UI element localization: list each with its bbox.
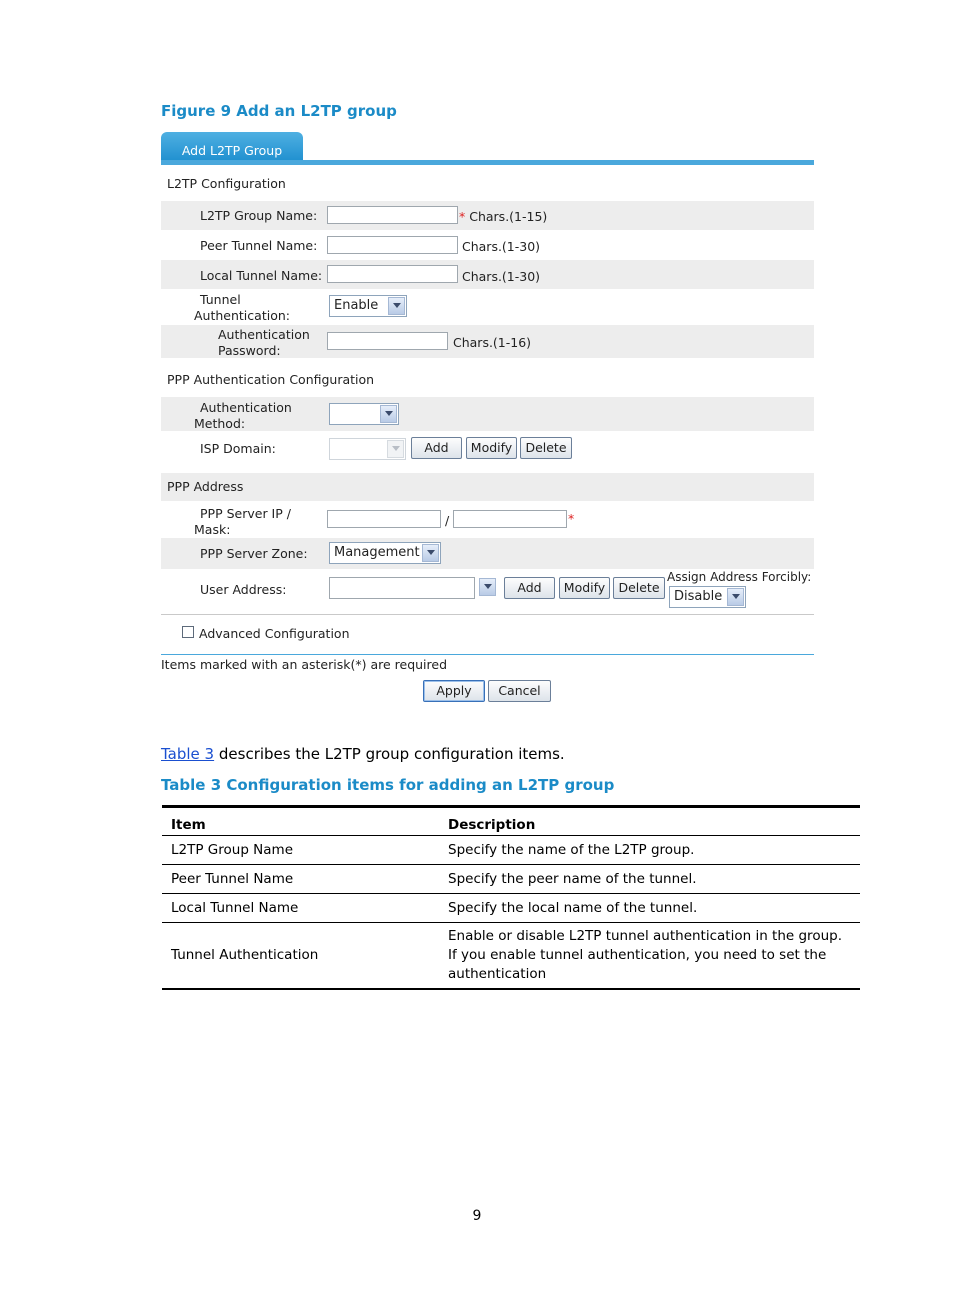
table-3-link[interactable]: Table 3	[161, 745, 215, 763]
table-cell-description: Enable or disable L2TP tunnel authentication in the group. If you enable tunnel authentication, you need to set the authentication	[439, 923, 861, 990]
advanced-config-label[interactable]: Advanced Configuration	[199, 626, 350, 641]
peer-tunnel-input[interactable]	[327, 236, 458, 254]
table-row	[162, 836, 860, 865]
server-ip-label-line1: PPP Server IP /	[200, 506, 291, 521]
tab-underline	[161, 160, 814, 165]
auth-password-input[interactable]	[327, 332, 448, 350]
cancel-button[interactable]: Cancel	[488, 680, 551, 702]
section-l2tp-configuration: L2TP Configuration	[167, 176, 286, 191]
table-cell-item: Tunnel Authentication	[162, 923, 439, 990]
local-tunnel-hint: Chars.(1-30)	[462, 269, 541, 284]
chevron-down-icon[interactable]	[388, 297, 405, 315]
chevron-down-icon[interactable]	[727, 588, 744, 606]
auth-password-hint: Chars.(1-16)	[453, 335, 532, 350]
table-caption: Table 3 Configuration items for adding an L2TP group	[161, 776, 615, 794]
table-header-row	[162, 807, 860, 836]
chevron-down-icon[interactable]	[422, 544, 439, 562]
server-ip-label-line2: Mask:	[194, 522, 231, 537]
table-cell-description: Specify the peer name of the tunnel.	[439, 865, 861, 894]
table-header-item: Item	[162, 807, 439, 836]
tunnel-auth-label-line1: Tunnel	[200, 292, 241, 307]
body-paragraph	[161, 745, 565, 763]
isp-modify-button[interactable]: Modify	[466, 437, 517, 459]
server-zone-value: Management	[334, 545, 420, 560]
section-ppp-address: PPP Address	[161, 473, 814, 501]
auth-method-select[interactable]	[329, 403, 399, 425]
auth-method-label-line2: Method:	[194, 416, 246, 431]
tunnel-auth-label-line2: Authentication:	[194, 308, 290, 323]
table-row	[162, 894, 860, 923]
auth-password-label-line2: Password:	[218, 343, 281, 358]
group-name-hint-text: Chars.(1-15)	[469, 209, 548, 224]
group-name-label: L2TP Group Name:	[200, 208, 318, 223]
section-ppp-authentication: PPP Authentication Configuration	[167, 372, 375, 387]
page-number: 9	[472, 1208, 482, 1224]
server-ip-input[interactable]	[327, 510, 441, 528]
peer-tunnel-hint: Chars.(1-30)	[462, 239, 541, 254]
server-mask-input[interactable]	[453, 510, 567, 528]
chevron-down-icon[interactable]	[387, 440, 404, 458]
divider	[161, 614, 814, 615]
table-row	[162, 923, 860, 990]
advanced-config-checkbox[interactable]	[182, 626, 194, 638]
user-address-dropdown[interactable]	[477, 577, 497, 599]
isp-domain-label: ISP Domain:	[200, 441, 276, 456]
table-header-description: Description	[439, 807, 861, 836]
apply-button[interactable]: Apply	[423, 680, 485, 702]
isp-add-button[interactable]: Add	[411, 437, 462, 459]
assign-forcibly-select[interactable]	[669, 586, 746, 608]
server-zone-label: PPP Server Zone:	[200, 546, 308, 561]
tab-add-l2tp-group[interactable]: Add L2TP Group	[161, 132, 303, 162]
local-tunnel-input[interactable]	[327, 265, 458, 283]
required-note: Items marked with an asterisk(*) are required	[161, 657, 448, 672]
table-cell-description: Specify the local name of the tunnel.	[439, 894, 861, 923]
assign-forcibly-value: Disable	[674, 589, 723, 604]
group-name-input[interactable]	[327, 206, 458, 224]
server-ip-required-star: *	[568, 511, 575, 526]
assign-forcibly-label: Assign Address Forcibly:	[667, 570, 812, 584]
group-name-hint	[459, 209, 547, 224]
server-zone-select[interactable]	[329, 542, 441, 564]
peer-tunnel-label: Peer Tunnel Name:	[200, 238, 318, 253]
isp-delete-button[interactable]: Delete	[520, 437, 572, 459]
user-address-input[interactable]	[329, 577, 475, 599]
auth-method-label-line1: Authentication	[200, 400, 292, 415]
auth-password-label-line1: Authentication	[218, 327, 310, 342]
isp-domain-select[interactable]	[329, 438, 406, 460]
table-cell-description: Specify the name of the L2TP group.	[439, 836, 861, 865]
table-cell-item: Peer Tunnel Name	[162, 865, 439, 894]
user-address-add-button[interactable]: Add	[504, 577, 555, 599]
figure-caption: Figure 9 Add an L2TP group	[161, 102, 397, 120]
chevron-down-icon[interactable]	[380, 405, 397, 423]
table-row	[162, 865, 860, 894]
body-sentence: describes the L2TP group configuration items.	[214, 745, 565, 763]
config-table	[162, 805, 860, 990]
chevron-down-icon[interactable]	[479, 578, 496, 596]
local-tunnel-label: Local Tunnel Name:	[200, 268, 323, 283]
required-star: *	[459, 209, 466, 224]
user-address-label: User Address:	[200, 582, 287, 597]
tunnel-auth-value: Enable	[334, 298, 379, 313]
tunnel-auth-select[interactable]	[329, 295, 407, 317]
table-cell-item: Local Tunnel Name	[162, 894, 439, 923]
divider-blue	[161, 654, 814, 655]
user-address-delete-button[interactable]: Delete	[613, 577, 665, 599]
ip-mask-separator: /	[445, 513, 450, 528]
user-address-modify-button[interactable]: Modify	[559, 577, 610, 599]
table-cell-item: L2TP Group Name	[162, 836, 439, 865]
